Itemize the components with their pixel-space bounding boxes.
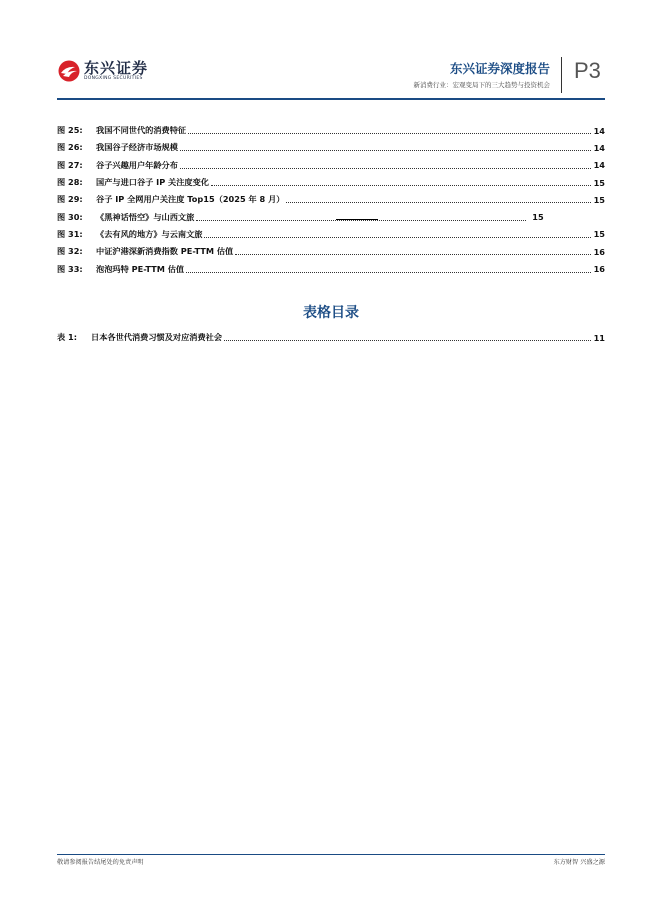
toc-label: 图 31: [57, 228, 83, 239]
footer-slogan: 东方财智 兴盛之源 [553, 859, 605, 866]
toc-label: 图 25: [57, 125, 83, 136]
toc-page: 14 [593, 125, 605, 136]
toc-page: 16 [593, 246, 605, 257]
table-toc-heading: 表格目录 [303, 305, 359, 321]
logo-cn-text: 东兴证券 [84, 59, 149, 77]
toc-page: 14 [593, 142, 605, 153]
report-header [0, 0, 662, 100]
toc-text[interactable]: 谷子兴趣用户年龄分布 [96, 159, 178, 170]
toc-page: 15 [593, 229, 605, 240]
toc-label: 图 28: [57, 177, 83, 188]
toc-text[interactable]: 日本各世代消费习惯及对应消费社会 [91, 332, 223, 343]
footer-rule [57, 854, 605, 855]
footer-disclaimer: 敬请参阅报告结尾处的免责声明 [57, 859, 144, 866]
toc-text[interactable]: 《黑神话悟空》与山西文旅 [96, 211, 195, 222]
page-number: P3 [574, 58, 601, 83]
toc-leader-dots [186, 272, 591, 273]
report-title: 东兴证券深度报告 [449, 61, 550, 76]
toc-page: 11 [593, 332, 605, 343]
toc-label: 表 1: [57, 332, 78, 343]
toc-page: 14 [593, 160, 605, 171]
toc-label: 图 26: [57, 142, 83, 153]
toc-row[interactable] [57, 260, 605, 277]
toc-row[interactable] [57, 226, 605, 243]
toc-label: 图 27: [57, 159, 83, 170]
company-logo [58, 60, 148, 82]
logo-en-text: DONGXING SECURITIES [84, 76, 143, 81]
figure-toc-list [57, 122, 605, 278]
toc-text[interactable]: 谷子 IP 全网用户关注度 Top15（2025 年 8 月） [96, 194, 285, 205]
toc-label: 图 32: [57, 246, 83, 257]
toc-row[interactable] [57, 243, 605, 260]
toc-row[interactable] [57, 139, 605, 156]
toc-leader-dots [235, 254, 591, 255]
toc-row[interactable] [57, 191, 605, 208]
header-divider [561, 57, 562, 93]
toc-text[interactable]: 国产与进口谷子 IP 关注度变化 [96, 177, 209, 188]
toc-label: 图 29: [57, 194, 83, 205]
toc-leader-dots [196, 220, 526, 221]
toc-leader-dots [286, 202, 591, 203]
toc-row[interactable] [57, 122, 605, 139]
toc-page: 16 [593, 264, 605, 275]
toc-page: 15 [593, 194, 605, 205]
toc-label: 图 33: [57, 263, 83, 274]
toc-label: 图 30: [57, 211, 83, 222]
toc-leader-dots [204, 237, 591, 238]
dongxing-logo-icon [58, 60, 80, 82]
toc-page: 15 [593, 177, 605, 188]
toc-row[interactable] [57, 174, 605, 191]
toc-leader-dots [224, 340, 591, 341]
report-subtitle: 新消费行业：宏观变局下的三大趋势与投资机会 [413, 81, 550, 89]
header-rule [57, 98, 605, 100]
toc-row[interactable] [57, 329, 605, 346]
toc-text[interactable]: 泡泡玛特 PE-TTM 估值 [96, 263, 185, 274]
toc-text[interactable]: 我国不同世代的消费特征 [96, 125, 187, 136]
toc-text[interactable]: 我国谷子经济市场规模 [96, 142, 178, 153]
toc-row[interactable] [57, 157, 605, 174]
table-toc-list [57, 329, 605, 346]
toc-leader-dots [211, 185, 591, 186]
toc-text[interactable]: 《去有风的地方》与云南文旅 [96, 228, 203, 239]
toc-leader-dots [180, 168, 591, 169]
toc-strike-mark [336, 219, 378, 220]
toc-row[interactable] [57, 208, 605, 225]
toc-text[interactable]: 中证沪港深新消费指数 PE-TTM 估值 [96, 246, 234, 257]
toc-leader-dots [188, 133, 591, 134]
toc-leader-dots [180, 150, 591, 151]
toc-page: 15 [532, 212, 544, 223]
